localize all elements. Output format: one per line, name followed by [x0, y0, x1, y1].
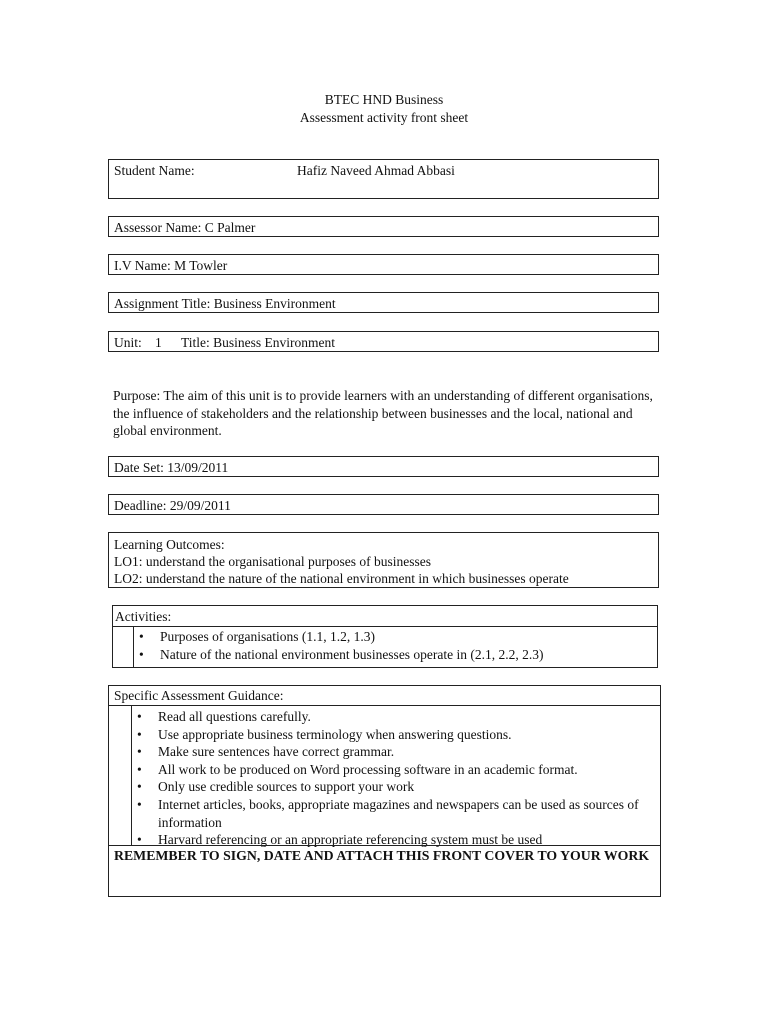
learning-outcome-item: LO2: understand the nature of the national environment in which businesses operate [114, 571, 569, 586]
student-name-label: Student Name: [114, 163, 195, 178]
iv-name-box [108, 254, 659, 275]
unit-number: 1 [155, 335, 162, 350]
guidance-item: • Harvard referencing or an appropriate referencing system must be used [132, 831, 656, 849]
guidance-list [132, 708, 656, 849]
guidance-item: • Make sure sentences have correct grammar. [132, 743, 656, 761]
guidance-item: • All work to be produced on Word processing software in an academic format. [132, 761, 656, 779]
sign-reminder: REMEMBER TO SIGN, DATE AND ATTACH THIS FRONT COVER TO YOUR WORK [109, 845, 660, 896]
activities-list-cell [133, 627, 657, 667]
unit-label: Unit: [114, 335, 142, 350]
assessor-name-box [108, 216, 659, 237]
assignment-title: Assignment Title: Business Environment [114, 296, 336, 311]
iv-name: I.V Name: M Towler [114, 258, 228, 273]
document-title [0, 91, 768, 127]
student-name-box [108, 159, 659, 199]
sheet-title: Assessment activity front sheet [299, 110, 469, 125]
unit-box [108, 331, 659, 352]
assessor-name: Assessor Name: C Palmer [114, 220, 256, 235]
guidance-heading: Specific Assessment Guidance: [109, 686, 660, 706]
learning-outcome-item: LO1: understand the organisational purposes of businesses [114, 554, 431, 569]
activity-item: • Nature of the national environment businesses operate in (2.1, 2.2, 2.3) [134, 646, 657, 664]
activities-heading: Activities: [113, 606, 657, 627]
activities-box [112, 605, 658, 668]
purpose-paragraph: Purpose: The aim of this unit is to provide learners with an understanding of different organisations, the influence of stakeholders and the relationship between businesses and the local, national and global environment. [113, 388, 653, 438]
guidance-list-cell [109, 706, 660, 848]
unit-title: Title: Business Environment [181, 335, 336, 350]
date-set: Date Set: 13/09/2011 [114, 460, 229, 475]
deadline-box [108, 494, 659, 515]
guidance-item: • Internet articles, books, appropriate magazines and newspapers can be used as sources of information [132, 796, 656, 831]
learning-outcomes-heading: Learning Outcomes: [114, 537, 225, 552]
deadline: Deadline: 29/09/2011 [114, 498, 231, 513]
activities-list [134, 627, 657, 664]
assessment-guidance-box [108, 685, 661, 897]
guidance-item: • Only use credible sources to support your work [132, 778, 656, 796]
date-set-box [108, 456, 659, 477]
guidance-item: • Use appropriate business terminology when answering questions. [132, 726, 656, 744]
activity-item: • Purposes of organisations (1.1, 1.2, 1.3) [134, 628, 657, 646]
course-name: BTEC HND Business [324, 92, 444, 107]
student-name-value: Hafiz Naveed Ahmad Abbasi [297, 163, 455, 178]
learning-outcomes-box [108, 532, 659, 588]
guidance-item: • Read all questions carefully. [132, 708, 656, 726]
assignment-title-box [108, 292, 659, 313]
